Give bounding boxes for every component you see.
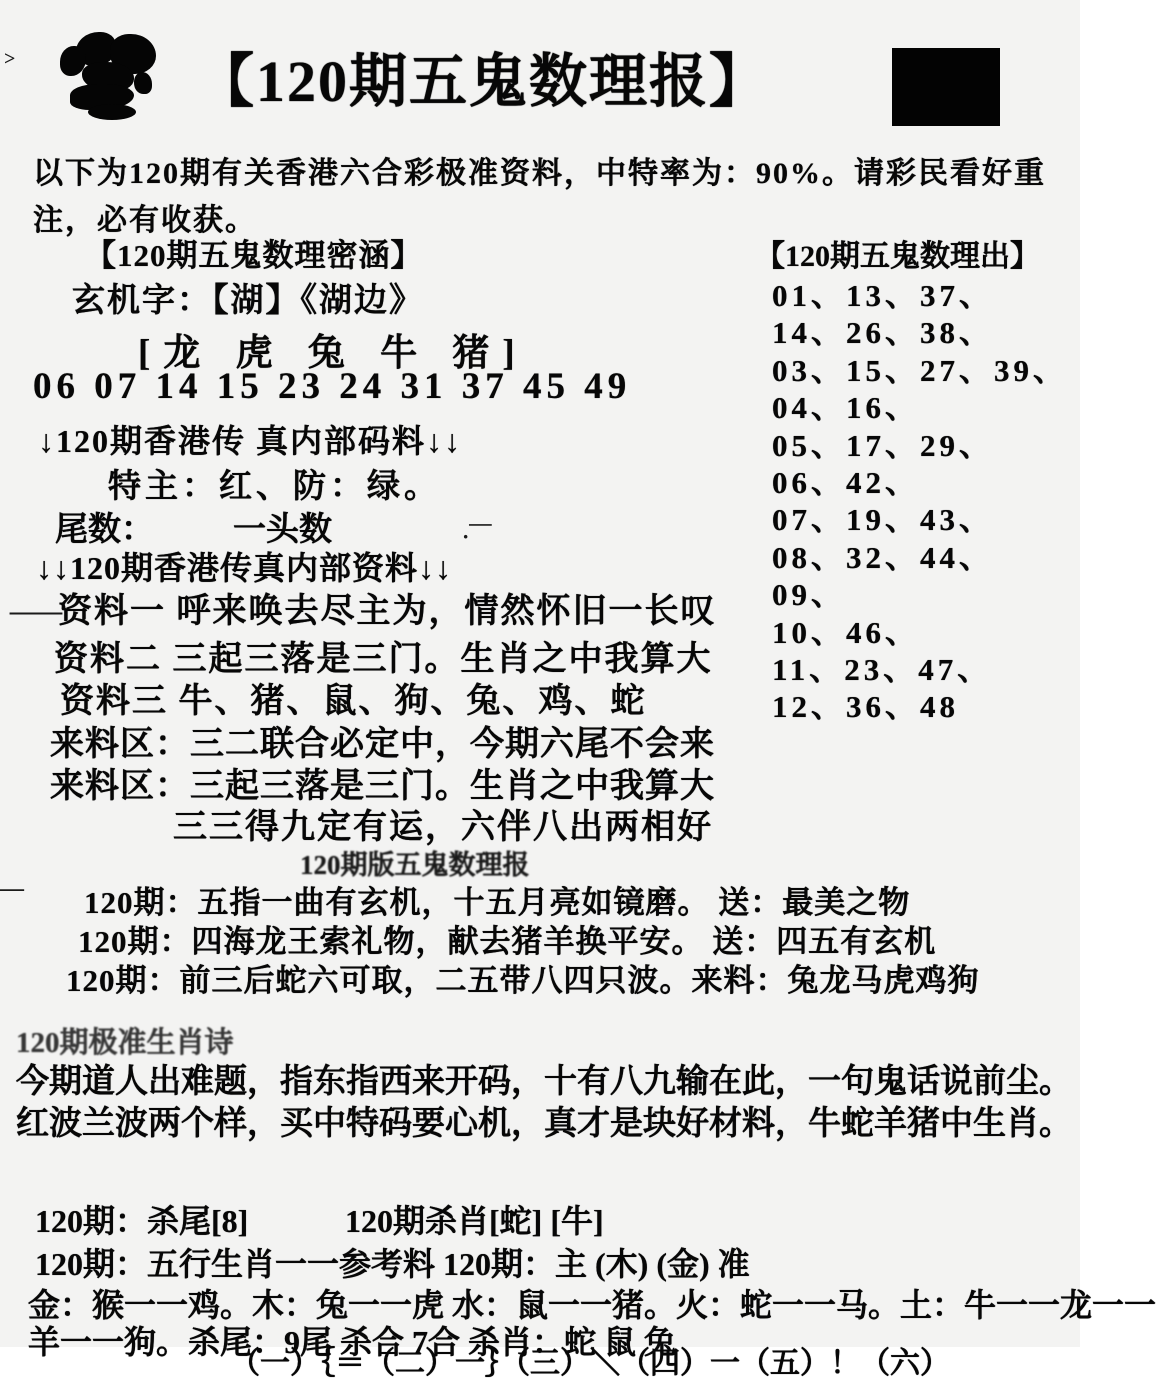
hk-code-line: ↓120期香港传 真内部码料↓↓	[38, 423, 463, 459]
number-row: 03、15、27、39、	[772, 352, 1068, 388]
center-line: 120期：前三后蛇六可取，二五带八四只波。来料：兔龙马虎鸡狗	[66, 963, 980, 998]
poem-continuation-line: 三三得九定有运，六伴八出两相好	[173, 809, 713, 846]
number-row: 06、42、	[772, 464, 920, 500]
tezhu-line: 特主：红、防：绿。	[108, 469, 441, 505]
number-row: 12、36、48	[772, 689, 959, 725]
intro-paragraph: 以下为120期有关香港六合彩极准资料，中特率为：90%。请彩民看好重注，必有收获。	[33, 157, 1046, 237]
number-row: 08、32、44、	[772, 539, 994, 575]
number-row: 09、	[772, 577, 846, 613]
zodiac-bracket-line: [龙 虎 兔 牛 猪]	[138, 333, 528, 374]
lailiao-line: 来料区：三二联合必定中，今期六尾不会来	[50, 726, 715, 763]
lucky-numbers-line: 06 07 14 15 23 24 31 37 45 49	[33, 366, 632, 407]
lailiao-line: 来料区：三起三落是三门。生肖之中我算大	[50, 768, 715, 805]
kill-zodiac-line: 120期杀肖[蛇] [牛]	[345, 1203, 604, 1239]
xuanji-line: 玄机字：【湖】《湖边》	[72, 283, 424, 319]
page-title: 【120期五鬼数理报】	[196, 49, 770, 114]
center-line: 120期：五指一曲有玄机，十五月亮如镜磨。 送：最美之物	[84, 885, 911, 920]
ziliao-line: 资料二 三起三落是三门。生肖之中我算大	[54, 641, 713, 678]
number-row: 07、19、43、	[772, 502, 994, 538]
elements-pairs-line: 金：猴一一鸡。木：兔一一虎 水：鼠一一猪。火：蛇一一马。土：牛一一龙一一	[28, 1287, 1156, 1323]
elements-pairs-tail-line: 羊一一狗。杀尾：9尾 杀合 7合 杀肖：蛇 鼠 兔	[28, 1324, 677, 1360]
ink-blot-part	[134, 72, 152, 94]
number-row: 14、26、38、	[772, 315, 994, 351]
ziliao-line: 资料一 呼来唤去尽主为，情然怀旧一长叹	[58, 593, 717, 630]
ink-blot-logo	[48, 32, 168, 127]
number-row: 05、17、29、	[772, 427, 994, 463]
number-row: 10、46、	[772, 614, 920, 650]
number-row: 01、13、37、	[772, 278, 994, 313]
center-line: 120期：四海龙王索礼物，献去猪羊换平安。 送：四五有玄机	[78, 924, 937, 959]
five-elements-line: 120期：五行生肖一一参考料 120期：主 (木) (金) 准	[35, 1246, 750, 1282]
kill-tail-line: 120期：杀尾[8]	[35, 1203, 249, 1239]
left-section-title: 【120期五鬼数理密涵】	[85, 238, 423, 273]
ink-blot-part	[88, 104, 136, 120]
cutoff-bottom-line: （一）｛＝（二）一｝（三）＼（四）一（五）！（六）	[230, 1347, 950, 1380]
poem-line: 红波兰波两个样，买中特码要心机，真才是块好材料，牛蛇羊猪中生肖。	[16, 1106, 1072, 1142]
poem-line: 今期道人出难题，指东指西来开码，十有八九输在此，一句鬼话说前尘。	[16, 1064, 1072, 1100]
number-grid	[772, 277, 1068, 726]
poem-heading: 120期极准生肖诗	[16, 1027, 234, 1059]
ziliao-line: 资料三 牛、猪、鼠、狗、兔、鸡、蛇	[60, 683, 647, 720]
right-section-title: 【120期五鬼数理出】	[755, 240, 1040, 273]
weishu-value: 一头数	[233, 512, 332, 548]
scan-left-dash-mark: —	[0, 876, 24, 902]
weishu-label: 尾数：	[55, 512, 154, 548]
scan-corner-mark: >	[4, 48, 16, 70]
center-heading: 120期版五鬼数理报	[300, 850, 530, 880]
hk-info-line: ↓↓120期香港传真内部资料↓↓	[36, 550, 453, 586]
number-row: 04、16、	[772, 390, 920, 426]
scan-underscore-mark: ＿＿	[10, 588, 63, 617]
redaction-block	[892, 48, 1000, 126]
scan-dot-dash-mark: ·￣	[462, 524, 492, 549]
number-row: 11、23、47、	[772, 651, 993, 687]
